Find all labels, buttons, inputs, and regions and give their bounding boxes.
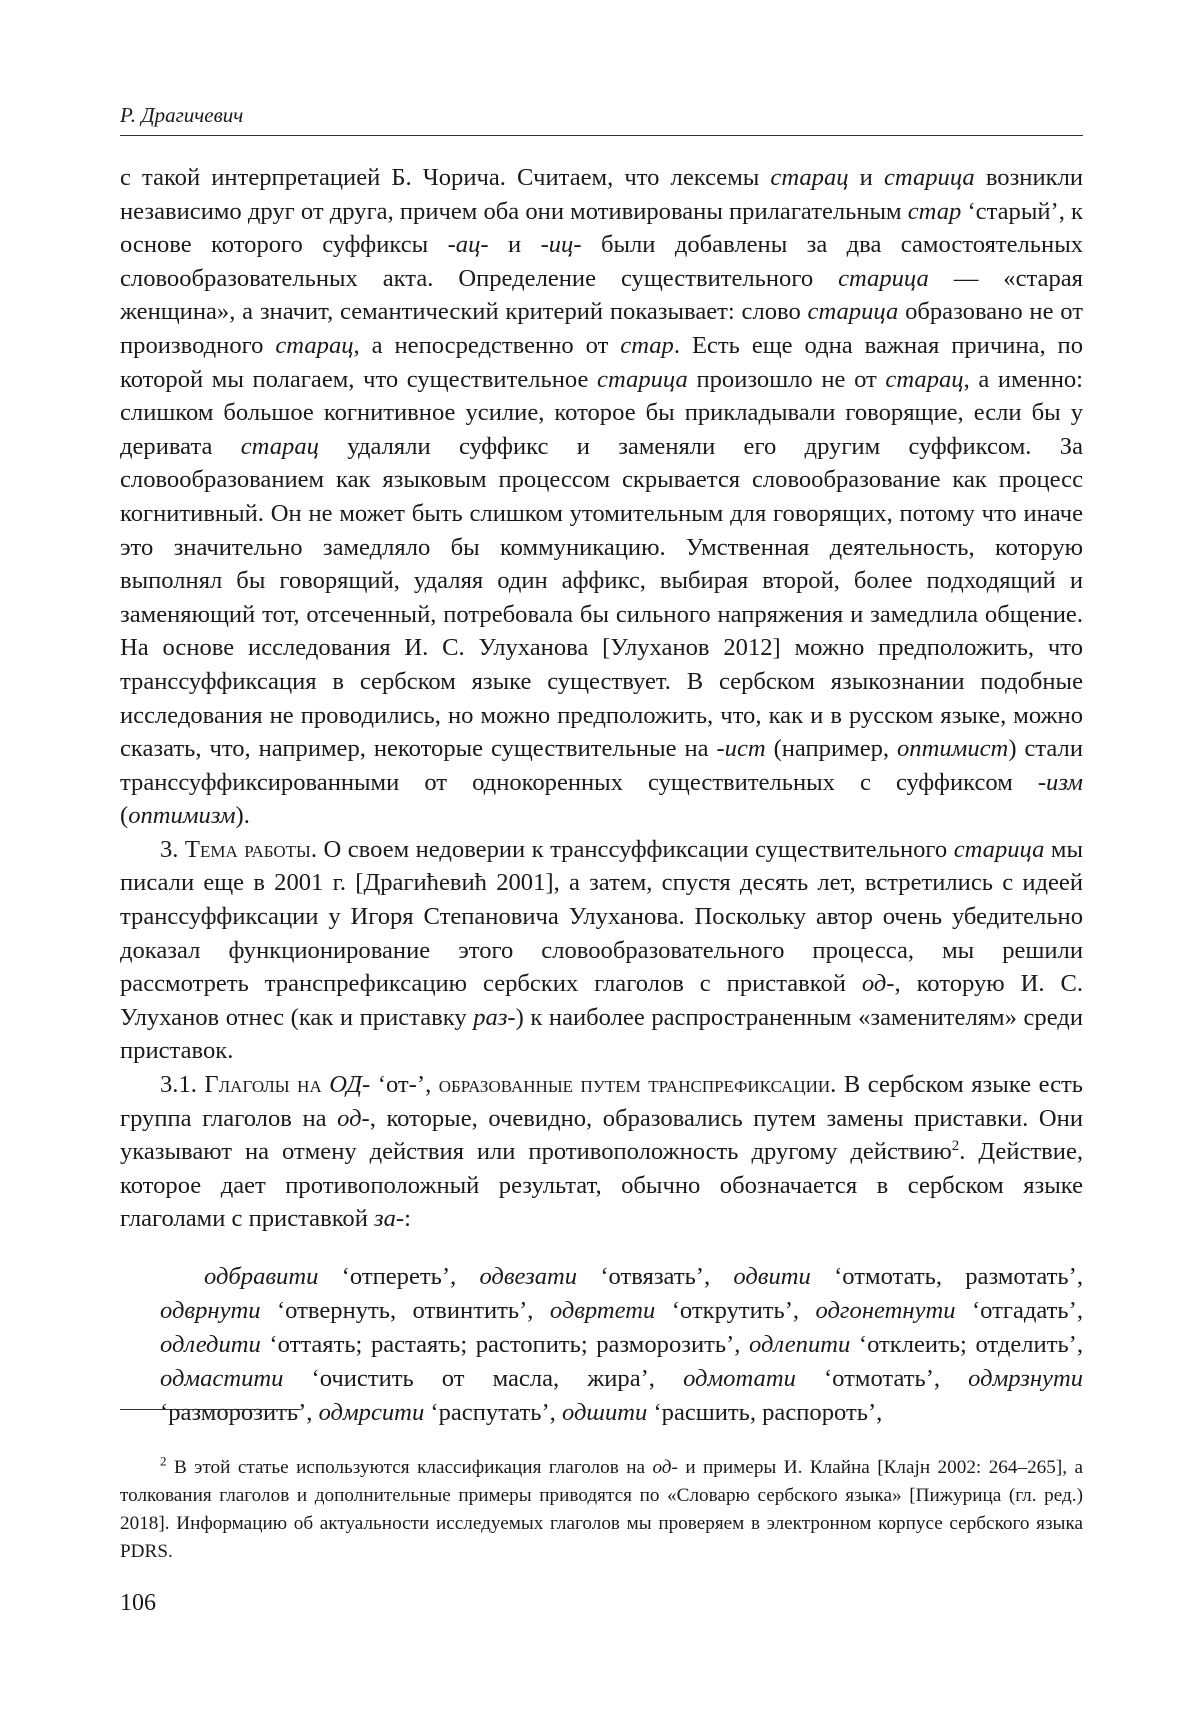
example-word: одледити bbox=[160, 1331, 261, 1358]
example-word: одмрзнути bbox=[968, 1365, 1084, 1392]
example-word: одлепити bbox=[749, 1331, 851, 1358]
verb-examples bbox=[160, 1260, 1083, 1430]
example-word: одмотати bbox=[683, 1365, 796, 1392]
paragraph-section-3: 3. Тема работы. О своем недоверии к транссуффиксации существительного старица мы писали еще в 2001 г. [Драгићевић 2001], а затем, спустя десять лет, встретились с идеей транссуффиксации у Игоря Степановича Улуханова. Поскольку автор очень убедительно доказал функционирование этого словообразовательного процесса, мы решили рассмотреть транспрефиксацию сербских глаголов с приставкой од-, которую И. С. Улуханов отнес (как и приставку раз-) к наиболее распространенным «заменителям» среди приставок. bbox=[120, 835, 1084, 1065]
example-word: одвезати bbox=[479, 1263, 578, 1290]
footnote-divider bbox=[120, 1409, 300, 1410]
example-word: одвити bbox=[733, 1263, 811, 1290]
example-word: одгонетнути bbox=[815, 1297, 956, 1324]
subsection-heading: Глаголы на bbox=[204, 1071, 330, 1099]
footnote-reference[interactable]: 2 bbox=[951, 1138, 960, 1155]
footnote-marker: 2 bbox=[160, 1453, 167, 1469]
paragraph-1: с такой интерпретацией Б. Чорича. Считаем, что лексемы старац и старица возникли независимо друг от друга, причем оба они мотивированы прилагательным стар ‘старый’, к основе которого суффиксы -ац- и -иц- были добавлены за два самостоятельных словообразовательных акта. Определение существительного старица — «старая женщина», а значит, семантический критерий показывает: слово старица образовано не от производного старац, а непосредственно от стар. Есть еще одна важная причина, по которой мы полагаем, что существительное старица произошло не от старац, а именно: слишком большое когнитивное усилие, которое бы прикладывали говорящие, если бы у деривата старац удаляли суффикс и заменяли его другим суффиксом. За словообразованием как языковым процессом скрывается словообразование как процесс когнитивный. Он не может быть слишком утомительным для говорящих, потому что иначе это значительно замедляло бы коммуникацию. Умственная деятельность, которую выполнял бы говорящий, удаляя один аффикс, выбирая второй, более подходящий и заменяющий тот, отсеченный, потребовала бы сильного напряжения и замедлила общение. На основе исследования И. С. Улуханова [Улуханов 2012] можно предположить, что транссуффиксация в сербском языке существует. В сербском языкознании подобные исследования не проводились, но можно предположить, что, как и в русском языке, можно сказать, что, например, некоторые существительные на -ист (например, оптимист) стали транссуффиксированными от однокоренных существительных с суффиксом -изм (оптимизм). bbox=[120, 164, 1084, 830]
example-word: одвртети bbox=[549, 1297, 656, 1324]
example-word: одбравити bbox=[204, 1263, 319, 1290]
main-text bbox=[120, 161, 1083, 1236]
page-number: 106 bbox=[120, 1590, 156, 1616]
section-heading: Тема работы bbox=[184, 835, 311, 863]
paragraph-section-3-1: 3.1. Глаголы на ОД- ‘от-’, образованные путем транспрефиксации. В сербском языке есть группа глаголов на од-, которые, очевидно, образовались путем замены приставки. Они указывают на отмену действия или противоположность другому действию$^2$. Действие, которое дает противоположный результат, обычно обозначается в сербском языке глаголами с приставкой за-: bbox=[120, 1071, 1084, 1233]
footnote bbox=[120, 1454, 1083, 1566]
example-word: одмастити bbox=[160, 1365, 284, 1392]
example-list: одбравити ‘отпереть’, одвезати ‘отвязать’, одвити ‘отмотать, размотать’, одврнути ‘отвернуть, отвинтить’, одвртети ‘открутить’, одгонетнути ‘отгадать’, одледити ‘оттаять; растаять; растопить; разморозить’, одлепити ‘отклеить; отделить’, одмастити ‘очистить от масла, жира’, одмотати ‘отмотать’, одмрзнути ‘разморозить’, одмрсити ‘распутать’, одшити ‘расшить, распороть’, bbox=[160, 1263, 1084, 1426]
example-word: одврнути bbox=[160, 1297, 261, 1324]
footnote-text: $^2$ В этой статье используются классификация глаголов на од- и примеры И. Клайна [Клајн 2002: 264–265], а толкования глаголов и дополнительные примеры приводятся по «Словарю сербского языка» [Пижурица (гл. ред.) 2018]. Информацию об актуальности исследуемых глаголов мы проверяем в электронном корпусе сербского языка PDRS. bbox=[120, 1453, 1083, 1562]
running-head: Р. Драгичевич bbox=[120, 101, 1083, 136]
example-word: одмрсити bbox=[318, 1399, 425, 1426]
example-word: одшити bbox=[561, 1399, 648, 1426]
